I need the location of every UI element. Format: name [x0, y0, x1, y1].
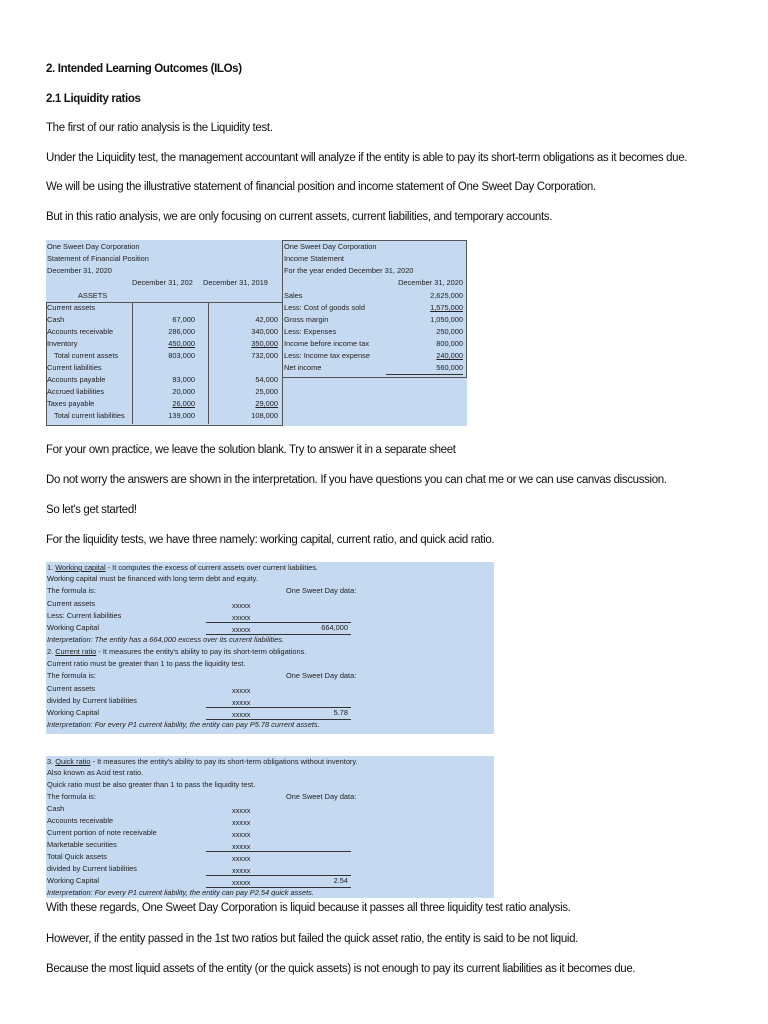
bs-row-label: Current liabilities [47, 363, 102, 372]
quick-ratio-box [46, 756, 494, 898]
formula-row-label: Marketable securities [47, 840, 117, 849]
cr-result: 5.78 [333, 708, 348, 717]
bs-value: 286,000 [168, 327, 195, 336]
bs-title: One Sweet Day Corporation [47, 242, 140, 251]
is-row-label: Sales [284, 291, 303, 300]
formula-row-label: divided by Current liabilities [47, 696, 137, 705]
bs-date: December 31, 2020 [47, 266, 112, 275]
bs-row-label: Taxes payable [47, 399, 95, 408]
bs-value: 803,000 [168, 351, 195, 360]
formula-placeholder: xxxxx [232, 625, 251, 634]
bs-value: 20,000 [172, 387, 195, 396]
bs-value: 54,000 [255, 375, 278, 384]
bs-value: 29,000 [255, 399, 278, 408]
formula-placeholder: xxxxx [232, 601, 251, 610]
paragraph: For the liquidity tests, we have three namely: working capital, current ratio, and quick acid ratio. [46, 534, 495, 546]
bs-value: 42,000 [255, 315, 278, 324]
double-underline [386, 374, 463, 375]
wc-heading: 1. Working capital - It computes the excess of current assets over current liabilities. [47, 563, 318, 572]
is-title: One Sweet Day Corporation [284, 242, 377, 251]
is-row-label: Income before income tax [284, 339, 370, 348]
bs-row-label: Accrued liabilities [47, 387, 105, 396]
financial-statements-table [46, 240, 467, 426]
formula-placeholder: xxxxx [232, 710, 251, 719]
is-value: 1,575,000 [430, 303, 463, 312]
formula-placeholder: xxxxx [232, 818, 251, 827]
formula-placeholder: xxxxx [232, 613, 251, 622]
paragraph: Because the most liquid assets of the entity (or the quick assets) is not enough to pay its current liabilities as it becomes due. [46, 963, 636, 975]
formula-placeholder: xxxxx [232, 866, 251, 875]
is-value: 800,000 [436, 339, 463, 348]
bs-value: 67,000 [172, 315, 195, 324]
paragraph: With these regards, One Sweet Day Corporation is liquid because it passes all three liquidity test ratio analysis. [46, 902, 571, 914]
bs-value: 93,000 [172, 375, 195, 384]
formula-placeholder: xxxxx [232, 806, 251, 815]
is-subtitle: Income Statement [284, 254, 344, 263]
cr-interpretation: Interpretation: For every P1 current liability, the entity can pay P5.78 current assets. [47, 720, 320, 729]
wc-result: 664,000 [321, 623, 348, 632]
formula-placeholder: xxxxx [232, 698, 251, 707]
bs-row-label: Accounts receivable [47, 327, 114, 336]
bs-row-label: Total current assets [54, 351, 119, 360]
sum-line [206, 851, 351, 852]
is-row-label: Less: Cost of goods sold [284, 303, 365, 312]
formula-placeholder: xxxxx [232, 830, 251, 839]
is-row-label: Gross margin [284, 315, 329, 324]
paragraph: Do not worry the answers are shown in the interpretation. If you have questions you can chat me or we can use canvas discussion. [46, 474, 667, 486]
cr-heading: 2. Current ratio - It measures the entity's ability to pay its short-term obligations. [47, 647, 307, 656]
bs-row-label: Inventory [47, 339, 78, 348]
formula-row-label: Working Capital [47, 876, 100, 885]
bs-col-header-2020: December 31, 202 [132, 278, 193, 287]
qr-result: 2.54 [333, 876, 348, 885]
bs-value: 26,000 [172, 399, 195, 408]
formula-row-label: Less: Current liabilities [47, 611, 122, 620]
section-heading: 2. Intended Learning Outcomes (ILOs) [46, 63, 242, 75]
is-value: 1,050,000 [430, 315, 463, 324]
is-value: 240,000 [436, 351, 463, 360]
paragraph: The first of our ratio analysis is the Liquidity test. [46, 122, 273, 134]
bs-subtitle: Statement of Financial Position [47, 254, 149, 263]
paragraph: So let's get started! [46, 504, 137, 516]
bs-value: 450,000 [168, 339, 195, 348]
is-row-label: Less: Expenses [284, 327, 337, 336]
formula-row-label: Current portion of note receivable [47, 828, 157, 837]
formula-row-label: divided by Current liabilities [47, 864, 137, 873]
formula-row-label: Current assets [47, 684, 96, 693]
is-row-label: Net income [284, 363, 322, 372]
formula-label: The formula is: [47, 586, 96, 595]
formula-row-label: Working Capital [47, 623, 100, 632]
qr-heading: 3. Quick ratio - It measures the entity's ability to pay its short-term obligations without inventory. [47, 757, 358, 766]
bs-value: 732,000 [251, 351, 278, 360]
formula-label: The formula is: [47, 792, 96, 801]
paragraph: But in this ratio analysis, we are only focusing on current assets, current liabilities, and temporary accounts. [46, 211, 553, 223]
paragraph: However, if the entity passed in the 1st two ratios but failed the quick asset ratio, the entity is said to be not liquid. [46, 933, 578, 945]
assets-label: ASSETS [78, 291, 108, 300]
is-row-label: Less: Income tax expense [284, 351, 370, 360]
paragraph: We will be using the illustrative statement of financial position and income statement of One Sweet Day Corporation. [46, 181, 596, 193]
is-value: 250,000 [436, 327, 463, 336]
formula-row-label: Cash [47, 804, 65, 813]
bs-value: 139,000 [168, 411, 195, 420]
formula-placeholder: xxxxx [232, 878, 251, 887]
formula-row-label: Working Capital [47, 708, 100, 717]
qr-interpretation: Interpretation: For every P1 current liability, the entity can pay P2.54 quick assets. [47, 888, 314, 897]
formula-placeholder: xxxxx [232, 686, 251, 695]
formula-label: The formula is: [47, 671, 96, 680]
is-value: 560,000 [436, 363, 463, 372]
bs-col-header-2019: December 31, 2019 [203, 278, 268, 287]
wc-note: Working capital must be financed with long term debt and equity. [47, 574, 258, 583]
data-label: One Sweet Day data: [286, 671, 357, 680]
formula-placeholder: xxxxx [232, 842, 251, 851]
bs-row-label: Cash [47, 315, 65, 324]
working-capital-current-ratio-box [46, 562, 494, 734]
data-label: One Sweet Day data: [286, 586, 357, 595]
subsection-heading: 2.1 Liquidity ratios [46, 93, 141, 105]
cr-note: Current ratio must be greater than 1 to pass the liquidity test. [47, 659, 246, 668]
bs-value: 25,000 [255, 387, 278, 396]
bs-row-label: Accounts payable [47, 375, 106, 384]
formula-row-label: Accounts receivable [47, 816, 114, 825]
bs-row-label: Total current liabilities [54, 411, 125, 420]
bs-value: 350,000 [251, 339, 278, 348]
bs-value: 340,000 [251, 327, 278, 336]
bs-row-label: Current assets [47, 303, 96, 312]
is-value: 2,625,000 [430, 291, 463, 300]
wc-interpretation: Interpretation: The entity has a 664,000 excess over its current liabilities. [47, 635, 285, 644]
paragraph: For your own practice, we leave the solution blank. Try to answer it in a separate sheet [46, 444, 456, 456]
is-col-header: December 31, 2020 [398, 278, 463, 287]
data-label: One Sweet Day data: [286, 792, 357, 801]
formula-row-label: Total Quick assets [47, 852, 107, 861]
formula-placeholder: xxxxx [232, 854, 251, 863]
bs-value: 108,000 [251, 411, 278, 420]
formula-row-label: Current assets [47, 599, 96, 608]
qr-note: Also known as Acid test ratio. [47, 768, 144, 777]
qr-note: Quick ratio must be also greater than 1 to pass the liquidity test. [47, 780, 256, 789]
is-period: For the year ended December 31, 2020 [284, 266, 414, 275]
paragraph: Under the Liquidity test, the management accountant will analyze if the entity is able to pay its short-term obligations as it becomes due. [46, 152, 688, 164]
